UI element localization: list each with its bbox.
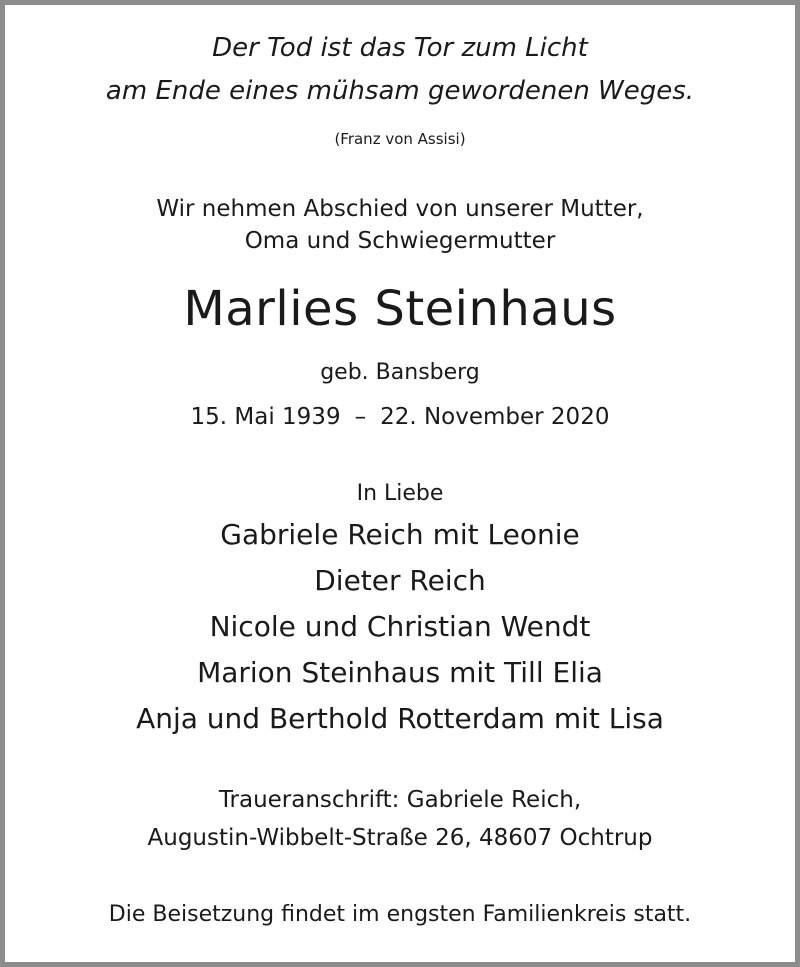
- mourning-address-line-2: Augustin-Wibbelt-Straße 26, 48607 Ochtrup: [147, 825, 653, 851]
- burial-note: Die Beisetzung findet im engsten Familienkreis statt.: [108, 902, 692, 927]
- mourning-address-line-1: Traueranschrift: Gabriele Reich,: [218, 787, 582, 813]
- mourner-name: Nicole und Christian Wendt: [209, 610, 591, 643]
- quote-author: (Franz von Assisi): [334, 130, 466, 148]
- intro-line-2: Oma und Schwiegermutter: [244, 228, 556, 254]
- mourner-name: Dieter Reich: [314, 564, 486, 597]
- quote-line-1: Der Tod ist das Tor zum Licht: [212, 33, 588, 63]
- birth-name: geb. Bansberg: [320, 360, 480, 385]
- intro-line-1: Wir nehmen Abschied von unserer Mutter,: [156, 196, 644, 222]
- mourner-name: Marion Steinhaus mit Till Elia: [197, 656, 603, 689]
- date-separator: –: [354, 404, 367, 430]
- life-dates: [10, 404, 790, 430]
- mourner-name: Anja und Berthold Rotterdam mit Lisa: [136, 702, 664, 735]
- mourners-heading: In Liebe: [356, 481, 444, 506]
- deceased-name: Marlies Steinhaus: [183, 281, 617, 337]
- quote-line-2: am Ende eines mühsam gewordenen Weges.: [105, 76, 695, 106]
- death-date: 22. November 2020: [380, 404, 610, 430]
- birth-date: 15. Mai 1939: [190, 404, 341, 430]
- mourner-name: Gabriele Reich mit Leonie: [220, 518, 580, 551]
